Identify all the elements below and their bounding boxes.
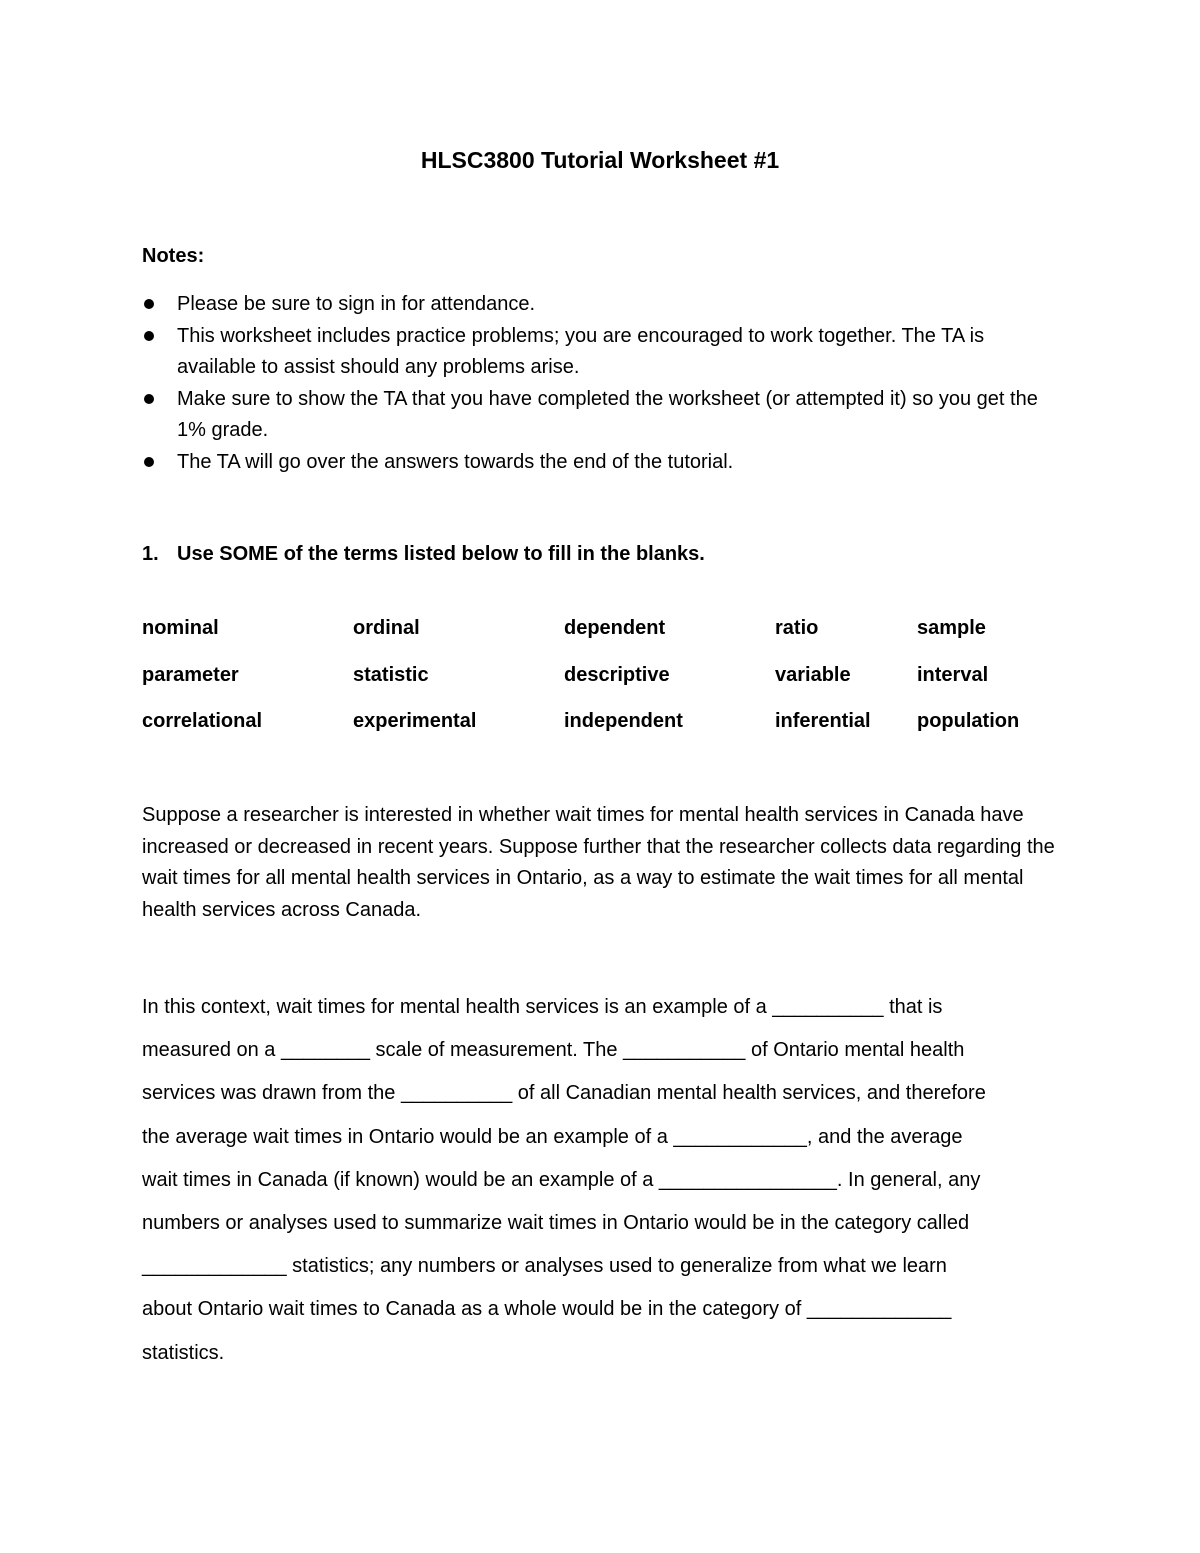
fill-in-line: statistics. <box>142 1341 225 1364</box>
term: independent <box>564 710 683 732</box>
question-number: 1. <box>142 543 159 565</box>
terms-row <box>142 663 1062 710</box>
fill-in-line: about Ontario wait times to Canada as a whole would be in the category of _____________ <box>142 1298 952 1321</box>
fill-in-line: the average wait times in Ontario would be an example of a ____________, and the average <box>142 1125 963 1148</box>
bullet-icon <box>144 331 154 341</box>
bullet-icon <box>144 394 154 404</box>
scenario-paragraph: Suppose a researcher is interested in whether wait times for mental health services in Canada have increased or decreased in recent years. Suppose further that the researcher collects data regarding the wait times for all mental health services in Ontario, as a way to estimate the wait times for all mental health services across Canada. <box>142 804 1055 921</box>
fill-in-paragraph <box>142 986 1067 1375</box>
term: nominal <box>142 617 219 639</box>
term: population <box>917 710 1020 732</box>
fill-in-line: wait times in Canada (if known) would be an example of a ________________. In general, any <box>142 1168 981 1191</box>
page-title: HLSC3800 Tutorial Worksheet #1 <box>420 147 780 173</box>
fill-in-line: In this context, wait times for mental health services is an example of a __________ that is <box>142 996 943 1018</box>
bullet-icon <box>144 457 154 467</box>
fill-in-line: numbers or analyses used to summarize wait times in Ontario would be in the category called <box>142 1212 970 1235</box>
fill-in-line: services was drawn from the __________ of all Canadian mental health services, and therefore <box>142 1082 986 1105</box>
term: sample <box>917 617 986 639</box>
term: statistic <box>353 663 429 686</box>
note-item <box>142 447 1062 479</box>
fill-in-line: measured on a ________ scale of measurement. The ___________ of Ontario mental health <box>142 1039 965 1062</box>
term: ordinal <box>353 617 420 639</box>
note-item <box>142 321 1062 384</box>
term: parameter <box>142 663 239 686</box>
notes-list <box>142 289 1062 478</box>
terms-table <box>142 616 1062 756</box>
question-text: Use SOME of the terms listed below to fill in the blanks. <box>177 543 705 565</box>
term: inferential <box>775 710 871 732</box>
term: experimental <box>353 710 477 732</box>
term: dependent <box>564 617 666 639</box>
note-text: Make sure to show the TA that you have completed the worksheet (or attempted it) so you get the 1% grade. <box>177 387 1038 441</box>
fill-in-line: _____________ statistics; any numbers or analyses used to generalize from what we learn <box>142 1255 947 1278</box>
term: descriptive <box>564 663 670 686</box>
term: ratio <box>775 617 819 639</box>
notes-heading: Notes: <box>142 245 205 267</box>
note-text: Please be sure to sign in for attendance. <box>177 293 536 315</box>
terms-row <box>142 616 1062 663</box>
question-1 <box>142 542 705 566</box>
term: correlational <box>142 710 263 732</box>
note-text: The TA will go over the answers towards the end of the tutorial. <box>177 450 734 473</box>
terms-row <box>142 709 1062 756</box>
bullet-icon <box>144 299 154 309</box>
note-text: This worksheet includes practice problems; you are encouraged to work together. The TA is available to assist should any problems arise. <box>177 324 985 378</box>
term: interval <box>917 663 989 686</box>
note-item <box>142 384 1062 447</box>
term: variable <box>775 663 851 686</box>
note-item <box>142 289 1062 321</box>
